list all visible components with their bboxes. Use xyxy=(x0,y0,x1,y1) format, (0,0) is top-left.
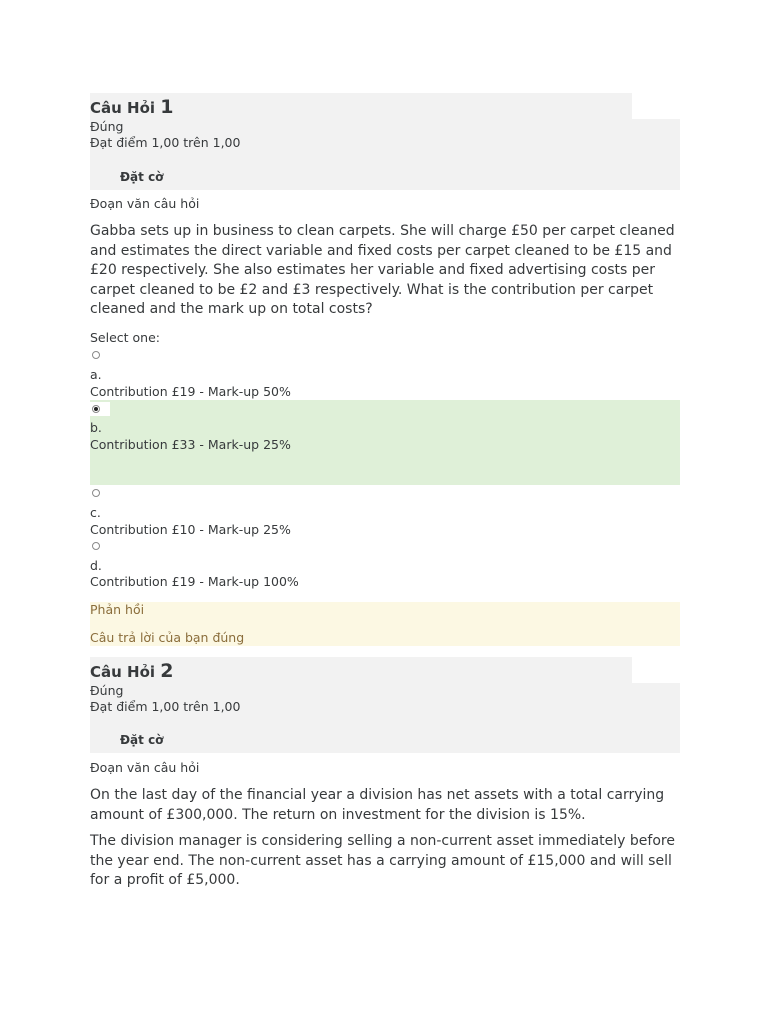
q2-flag-button[interactable]: Đặt cờ xyxy=(120,733,164,747)
q1-number: 1 xyxy=(160,96,174,118)
q1-option-b-text[interactable]: Contribution £33 - Mark-up 25% xyxy=(90,437,291,452)
q1-title-word: Câu Hỏi xyxy=(90,99,156,117)
q1-info-panel xyxy=(90,119,680,190)
q1-option-b-radio[interactable] xyxy=(92,405,100,413)
q1-option-c-letter: c. xyxy=(90,505,101,520)
q1-option-d-radio[interactable] xyxy=(92,542,100,550)
q2-paragraph-1: On the last day of the financial year a division has net assets with a total carrying amount of £300,000. The return on investment for the division is 15%. xyxy=(90,787,665,823)
q2-number: 2 xyxy=(160,660,174,682)
q2-title xyxy=(90,660,174,682)
q1-select-label: Select one: xyxy=(90,330,161,345)
q1-grade: Đạt điểm 1,00 trên 1,00 xyxy=(90,135,241,150)
q2-info-panel xyxy=(90,683,680,753)
q2-text-label: Đoạn văn câu hỏi xyxy=(90,760,200,775)
q1-flag-button[interactable]: Đặt cờ xyxy=(120,170,164,184)
q1-option-b-letter: b. xyxy=(90,420,102,435)
q1-text-label: Đoạn văn câu hỏi xyxy=(90,196,200,211)
q2-paragraph-2: The division manager is considering selling a non-current asset immediately before the year end. The non-current asset has a carrying amount of £15,000 and will sell for a profit of £5,000. xyxy=(90,833,675,888)
q2-grade: Đạt điểm 1,00 trên 1,00 xyxy=(90,699,241,714)
q1-feedback-title: Phản hồi xyxy=(90,602,145,617)
q1-option-a-text[interactable]: Contribution £19 - Mark-up 50% xyxy=(90,384,291,399)
q1-option-a-letter: a. xyxy=(90,367,102,382)
q1-option-a-radio[interactable] xyxy=(92,351,100,359)
q1-option-c-radio[interactable] xyxy=(92,489,100,497)
q1-option-c-text[interactable]: Contribution £10 - Mark-up 25% xyxy=(90,522,291,537)
q2-title-word: Câu Hỏi xyxy=(90,663,156,681)
q1-title xyxy=(90,96,174,118)
q1-status: Đúng xyxy=(90,119,124,134)
q1-option-d-letter: d. xyxy=(90,558,102,573)
q1-option-d-text[interactable]: Contribution £19 - Mark-up 100% xyxy=(90,574,299,589)
q1-feedback-text: Câu trả lời của bạn đúng xyxy=(90,630,245,645)
q2-status: Đúng xyxy=(90,683,124,698)
q1-question-text: Gabba sets up in business to clean carpets. She will charge £50 per carpet cleaned and estimates the direct variable and fixed costs per carpet cleaned to be £15 and £20 respectively. She also estimates her variable and fixed advertising costs per carpet cleaned to be £2 and £3 respectively. What is the contribution per carpet cleaned and the mark up on total costs? xyxy=(90,223,675,317)
